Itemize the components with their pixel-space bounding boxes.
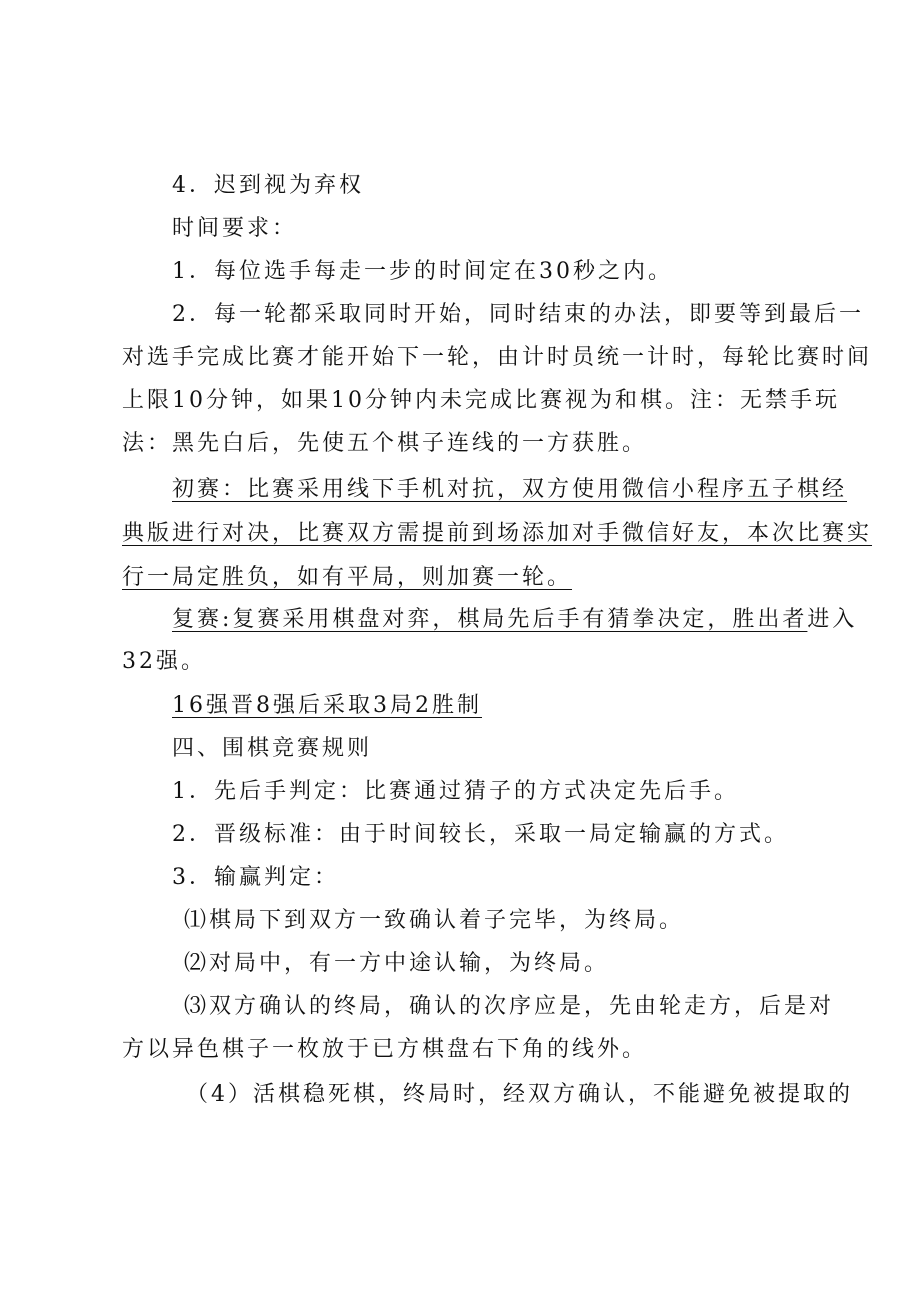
text-line: 32强。	[122, 649, 206, 674]
text-line: 4．迟到视为弃权	[172, 173, 364, 198]
text-line: 时间要求：	[172, 216, 298, 241]
text-line: ⑶双方确认的终局，确认的次序应是，先由轮走方，后是对	[184, 994, 835, 1019]
text-line: ⑴棋局下到双方一致确认着子完毕，为终局。	[184, 908, 685, 933]
section-heading: 四、围棋竞赛规则	[172, 736, 373, 761]
text-line: ⑵对局中，有一方中途认输，为终局。	[184, 951, 610, 976]
underlined-line: 初赛：比赛采用线下手机对抗，双方使用微信小程序五子棋经	[172, 477, 848, 502]
text-line: 1．先后手判定：比赛通过猜子的方式决定先后手。	[172, 779, 739, 804]
underlined-line: 典版进行对决，比赛双方需提前到场添加对手微信好友，本次比赛实	[122, 521, 873, 546]
text-line: 2．晋级标准：由于时间较长，采取一局定输赢的方式。	[172, 822, 789, 847]
text-line: 3．输赢判定：	[172, 865, 339, 890]
text-line: 法：黑先白后，先使五个棋子连线的一方获胜。	[122, 431, 648, 456]
underlined-span: 复赛:复赛采用棋盘对弈，棋局先后手有猜拳决定，胜出者	[172, 607, 808, 632]
underlined-line: 行一局定胜负，如有平局，则加赛一轮。	[122, 565, 573, 590]
text-line: 上限10分钟，如果10分钟内未完成比赛视为和棋。注：无禁手玩	[122, 388, 840, 413]
text-span: 进入	[807, 607, 858, 632]
text-line	[172, 606, 857, 634]
text-line: 方以异色棋子一枚放于已方棋盘右下角的线外。	[122, 1037, 648, 1062]
text-line: （4）活棋稳死棋，终局时，经双方确认，不能避免被提取的	[186, 1082, 853, 1107]
text-line: 对选手完成比赛才能开始下一轮，由计时员统一计时，每轮比赛时间	[122, 345, 873, 370]
underlined-line: 16强晋8强后采取3局2胜制	[172, 693, 482, 718]
text-line: 1．每位选手每走一步的时间定在30秒之内。	[172, 259, 673, 284]
text-line: 2．每一轮都采取同时开始，同时结束的办法，即要等到最后一	[172, 302, 864, 327]
